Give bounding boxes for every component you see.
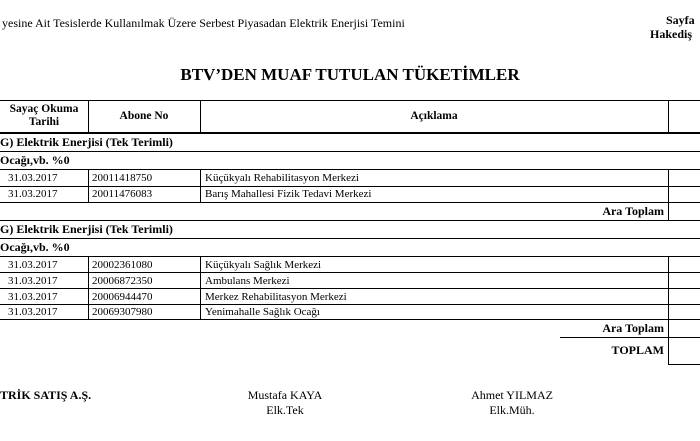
- row-line: [0, 220, 700, 221]
- row-line: [0, 169, 700, 170]
- row-line: [0, 202, 700, 203]
- row-line: [0, 256, 700, 257]
- column-header-date-line2: Tarihi: [28, 116, 60, 128]
- sub-heading: Ocağı,vb. %0: [0, 240, 70, 254]
- table-row-date: 31.03.2017: [8, 259, 58, 271]
- table-row-abone: 20002361080: [92, 259, 153, 271]
- col-sep: [668, 256, 669, 364]
- table-row-abone: 20006872350: [92, 275, 153, 287]
- company-name: TRİK SATIŞ A.Ş.: [0, 388, 92, 402]
- table-row-date: 31.03.2017: [8, 172, 58, 184]
- column-header-abone: Abone No: [119, 110, 169, 122]
- table-row-abone: 20069307980: [92, 306, 153, 318]
- sub-heading: Ocağı,vb. %0: [0, 153, 70, 167]
- signature-block-2: [442, 388, 582, 418]
- document-header-text: yesine Ait Tesislerde Kullanılmak Üzere Serbest Piyasadan Elektrik Enerjisi Temini: [2, 16, 405, 30]
- signature-block-1: [220, 388, 350, 418]
- col-sep: [668, 100, 669, 132]
- table-row-aciklama: Küçükyalı Rehabilitasyon Merkezi: [205, 172, 359, 184]
- col-sep: [200, 256, 201, 319]
- table-row-date: 31.03.2017: [8, 188, 58, 200]
- row-line: [668, 364, 700, 365]
- table-top-border: [0, 100, 700, 101]
- table-row-aciklama: Küçükyalı Sağlık Merkezi: [205, 259, 322, 271]
- row-line: [560, 337, 700, 338]
- row-line: [0, 151, 700, 152]
- column-header-date-line1: Sayaç Okuma: [9, 103, 79, 115]
- subtotal-label: Ara Toplam: [602, 321, 664, 335]
- total-label: TOPLAM: [611, 343, 664, 357]
- table-row-abone: 20011476083: [92, 188, 153, 200]
- table-row-aciklama: Merkez Rehabilitasyon Merkezi: [205, 291, 347, 303]
- col-sep: [88, 100, 89, 132]
- col-sep: [200, 100, 201, 132]
- section-heading: G) Elektrik Enerjisi (Tek Terimli): [0, 222, 173, 236]
- table-row-date: 31.03.2017: [8, 306, 58, 318]
- table-row-date: 31.03.2017: [8, 291, 58, 303]
- col-sep: [88, 169, 89, 202]
- table-row-abone: 20006944470: [92, 291, 153, 303]
- table-row-aciklama: Yenimahalle Sağlık Ocağı: [205, 306, 320, 318]
- column-header-date: [0, 103, 88, 129]
- subtotal-label: Ara Toplam: [602, 204, 664, 218]
- row-line: [0, 272, 700, 273]
- column-header-aciklama: Açıklama: [410, 110, 458, 122]
- table-row-abone: 20011418750: [92, 172, 153, 184]
- table-header-bottom-border: [0, 132, 700, 134]
- table-row-aciklama: Ambulans Merkezi: [205, 275, 290, 287]
- table-row-aciklama: Barış Mahallesi Fizik Tedavi Merkezi: [205, 188, 372, 200]
- hakedis-label: Hakediş: [650, 27, 693, 41]
- section-heading: G) Elektrik Enerjisi (Tek Terimli): [0, 135, 173, 149]
- col-sep: [200, 169, 201, 202]
- signer-name: Mustafa KAYA: [247, 388, 323, 402]
- signer-name: Ahmet YILMAZ: [471, 388, 553, 402]
- row-line: [0, 288, 700, 289]
- row-line: [0, 238, 700, 239]
- row-line: [0, 319, 700, 320]
- table-row-date: 31.03.2017: [8, 275, 58, 287]
- col-sep: [88, 256, 89, 319]
- signer-title: Elk.Müh.: [489, 403, 535, 417]
- page-label: Sayfa: [666, 13, 695, 27]
- page-title: BTV’DEN MUAF TUTULAN TÜKETİMLER: [180, 65, 520, 84]
- signer-title: Elk.Tek: [266, 403, 304, 417]
- col-sep: [668, 169, 669, 220]
